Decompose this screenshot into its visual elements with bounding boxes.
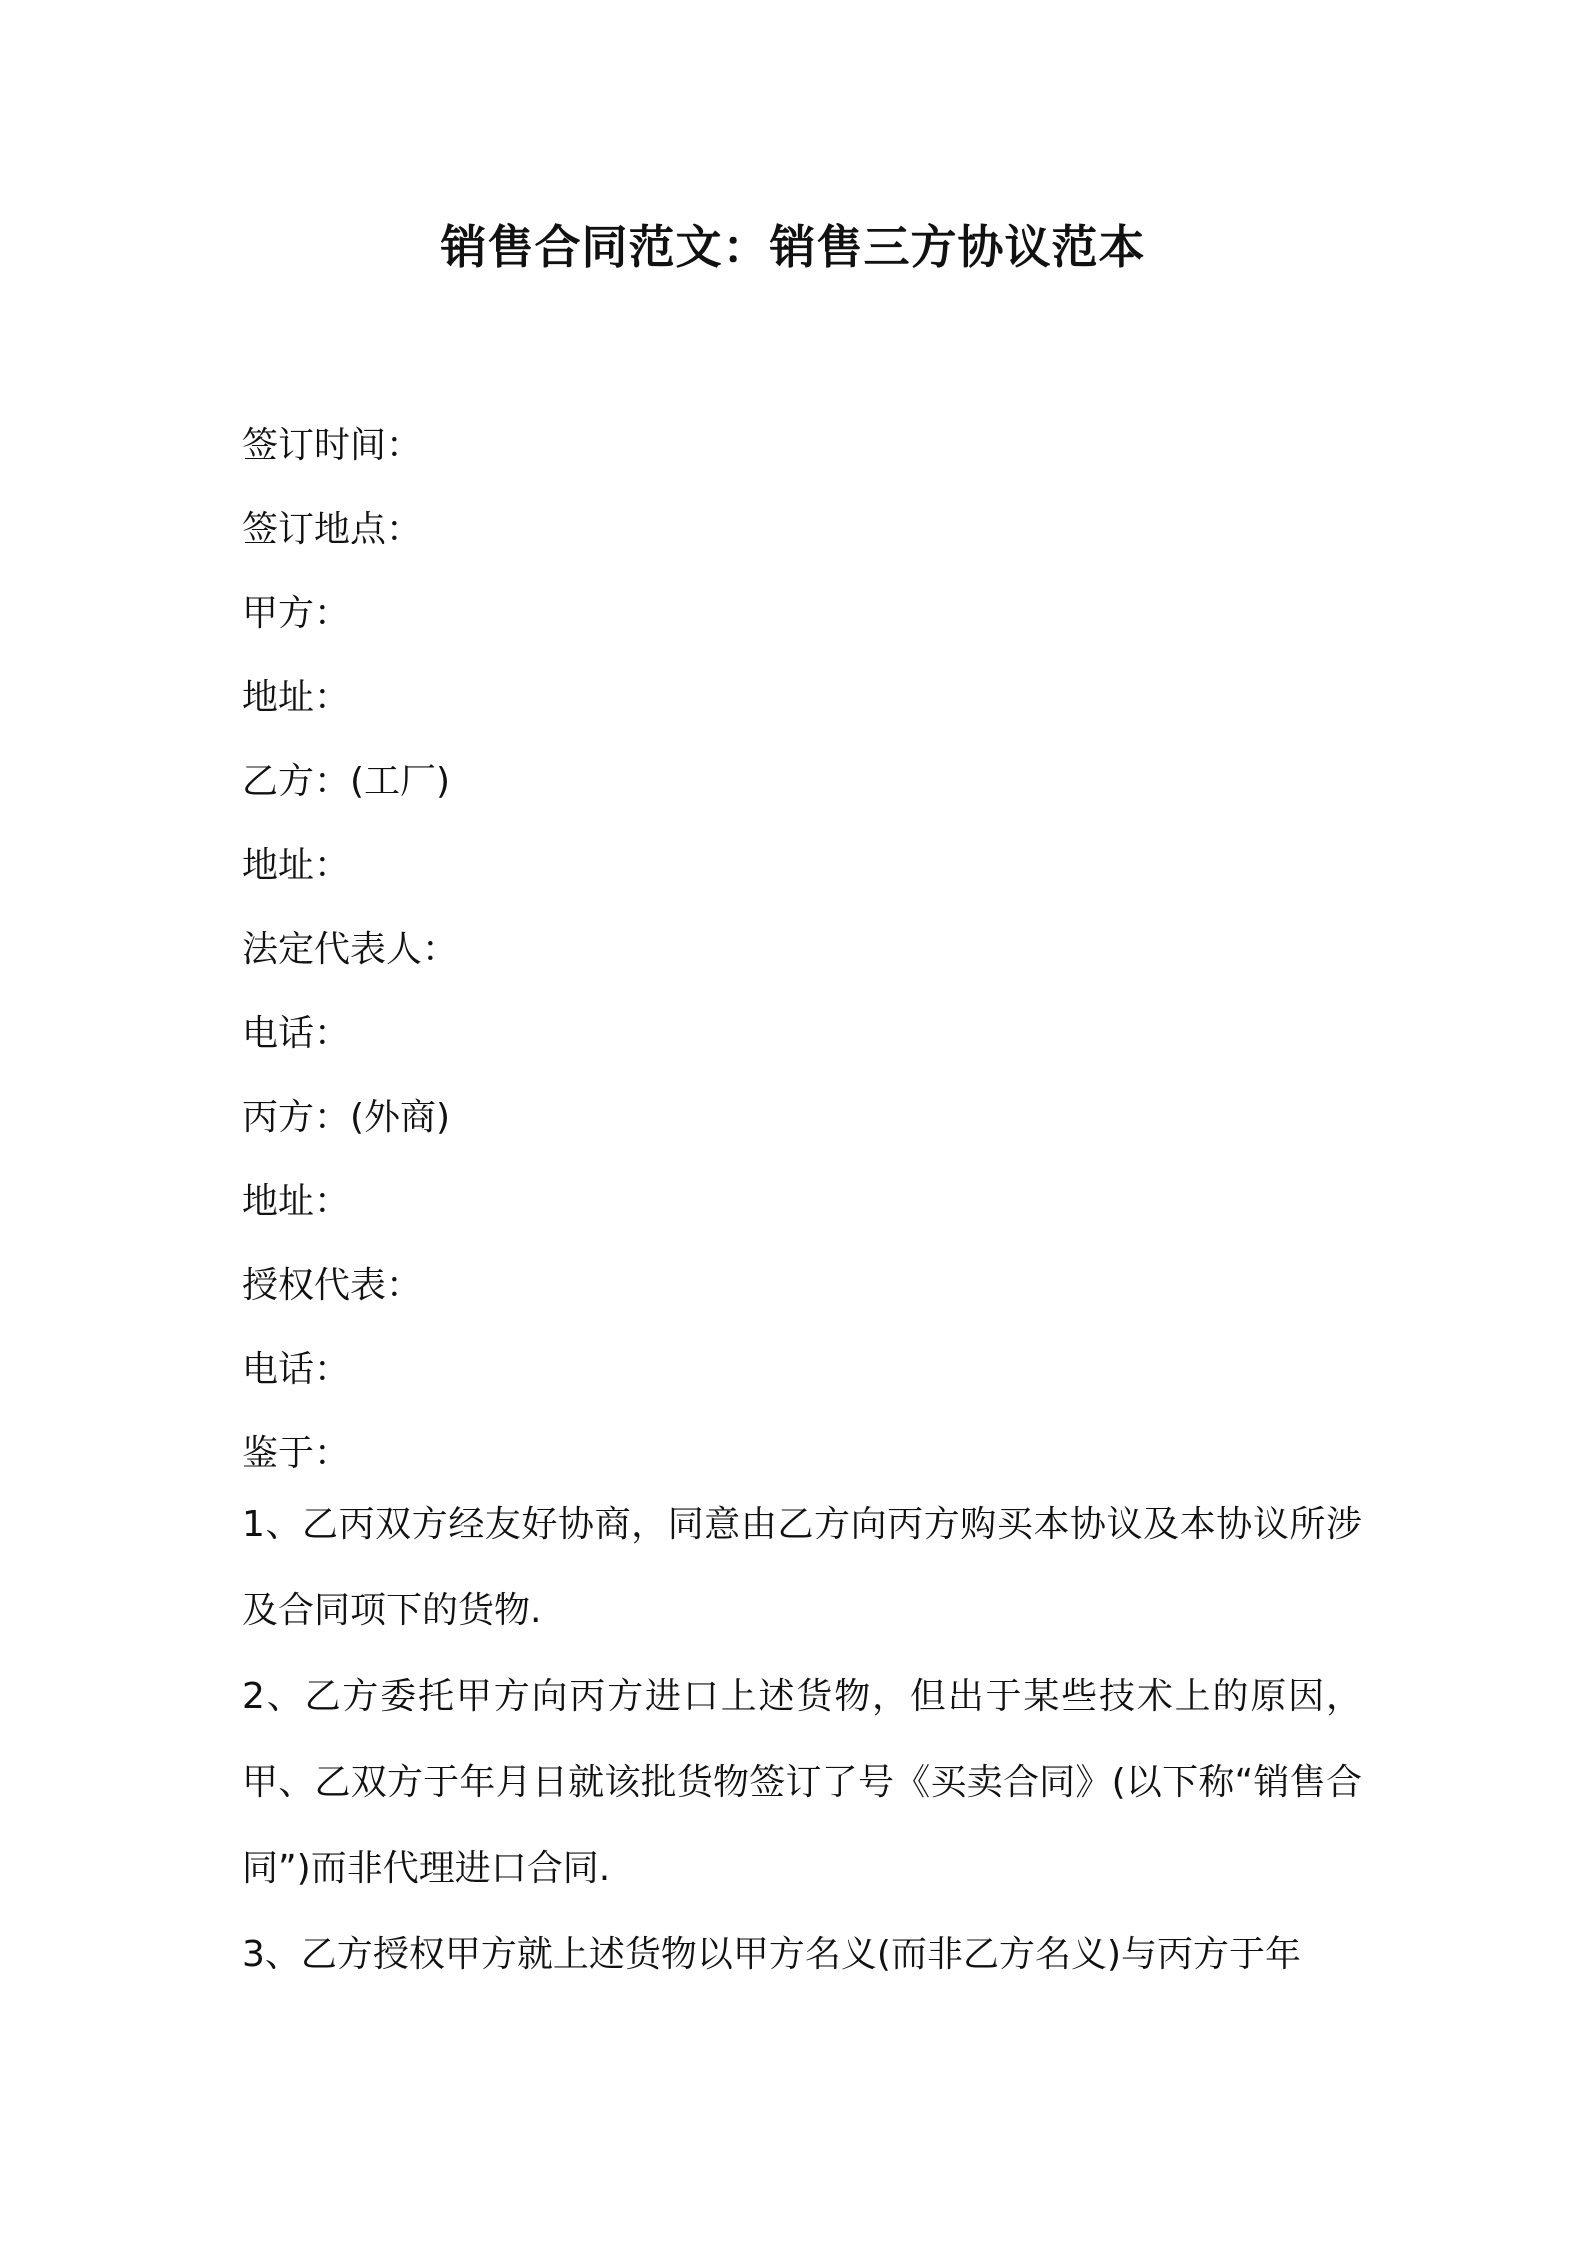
- field-party-b-address: 地址：: [242, 845, 351, 886]
- field-party-b: 乙方：(工厂): [242, 761, 451, 802]
- field-authorized-representative: 授权代表：: [242, 1265, 423, 1306]
- recital-paragraph-2: 2、乙方委托甲方向丙方进口上述货物，但出于某些技术上的原因，甲、乙双方于年月日就该批货物签订了号《买卖合同》(以下称“销售合同”)而非代理进口合同.: [242, 1676, 1362, 1889]
- recital-paragraph-3: 3、乙方授权甲方就上述货物以甲方名义(而非乙方名义)与丙方于年: [242, 1934, 1301, 1975]
- field-signing-time: 签订时间：: [242, 425, 423, 466]
- field-whereas: 鉴于：: [242, 1433, 351, 1474]
- recitals: [242, 1482, 1362, 1998]
- document-title: 销售合同范文：销售三方协议范本: [440, 220, 1146, 274]
- field-legal-representative: 法定代表人：: [242, 929, 459, 970]
- field-party-a: 甲方：: [242, 593, 351, 634]
- party-info-list: [242, 404, 1362, 1496]
- field-party-b-phone: 电话：: [242, 1013, 351, 1054]
- field-party-a-address: 地址：: [242, 677, 351, 718]
- field-signing-place: 签订地点：: [242, 509, 423, 550]
- field-party-c-address: 地址：: [242, 1181, 351, 1222]
- recital-paragraph-1: 1、乙丙双方经友好协商，同意由乙方向丙方购买本协议及本协议所涉及合同项下的货物.: [242, 1504, 1362, 1631]
- field-party-c: 丙方：(外商): [242, 1097, 451, 1138]
- field-party-c-phone: 电话：: [242, 1349, 351, 1390]
